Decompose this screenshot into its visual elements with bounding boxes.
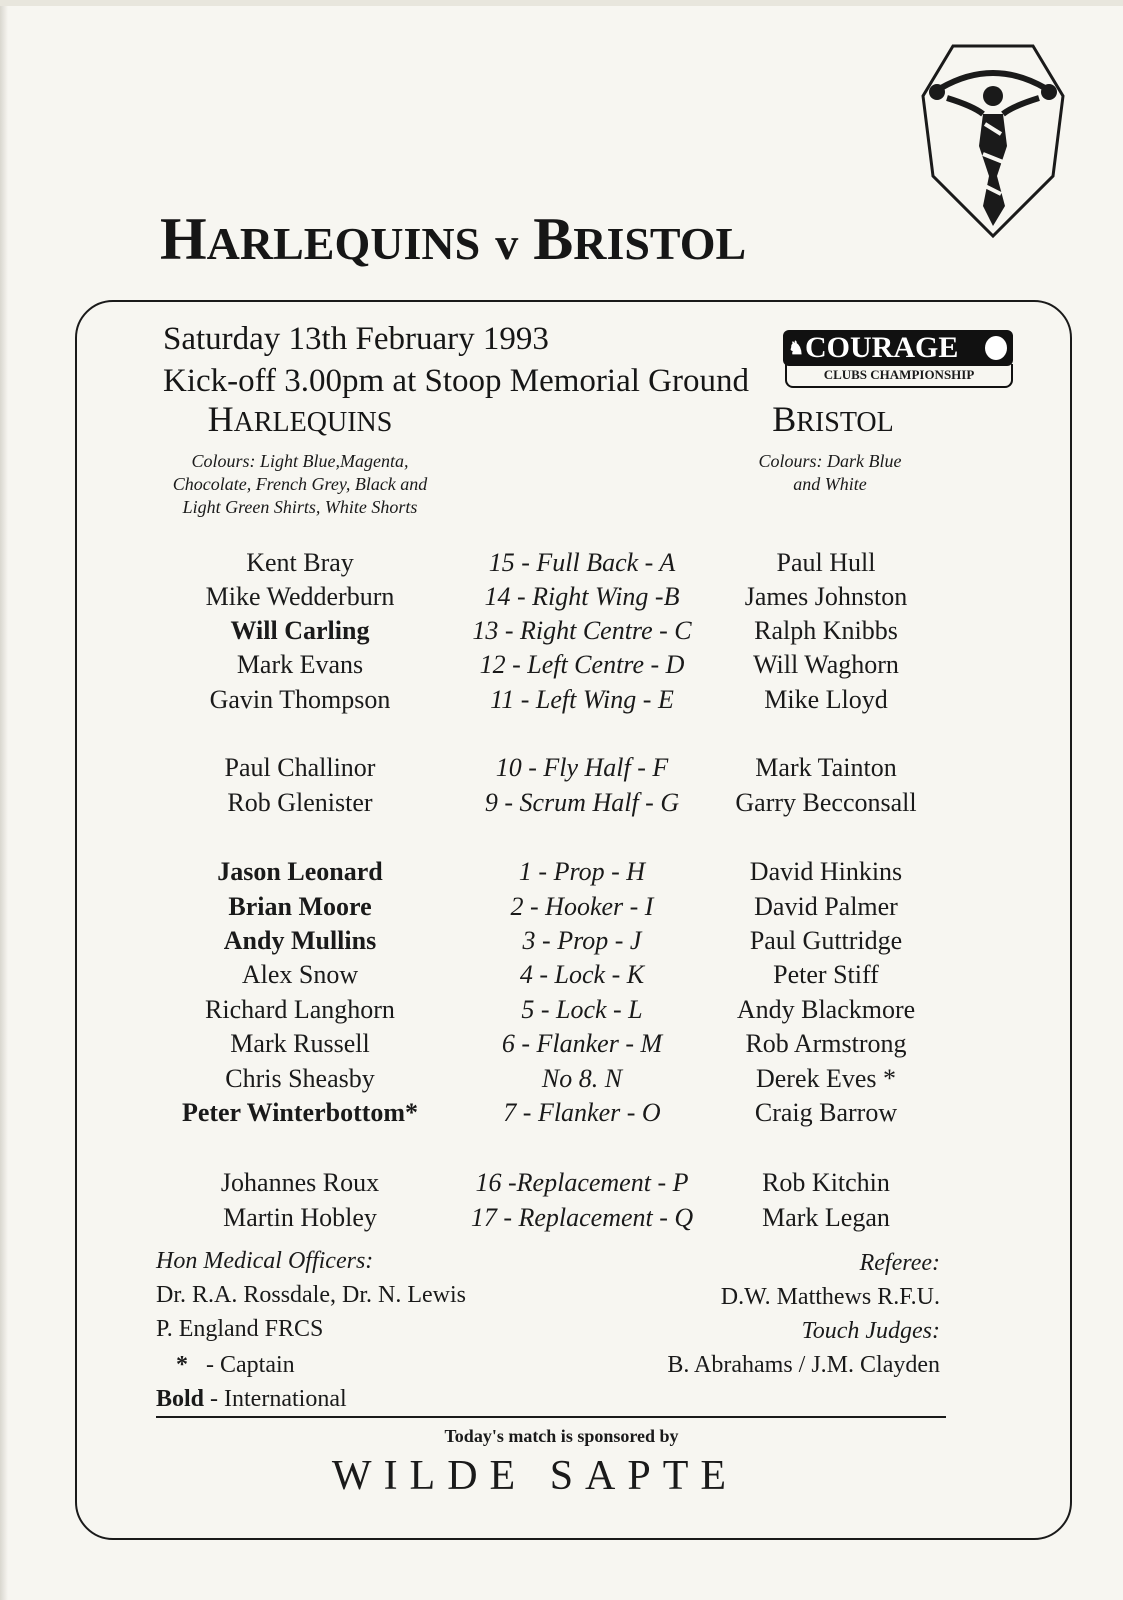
position: 7 - Flanker - O <box>503 1098 661 1127</box>
home-player: Mark Evans <box>236 650 364 679</box>
position: 15 - Full Back - A <box>488 548 676 577</box>
away-player: James Johnston <box>744 582 908 611</box>
match-date: Saturday 13th February 1993 <box>163 321 549 357</box>
away-player: Craig Barrow <box>754 1098 898 1127</box>
away-player: David Hinkins <box>749 857 903 886</box>
home-player: Gavin Thompson <box>209 685 391 714</box>
home-player: Jason Leonard <box>217 857 383 886</box>
footer-divider <box>156 1416 946 1418</box>
away-player: Rob Armstrong <box>745 1029 907 1058</box>
lineup-row <box>0 1062 1123 1096</box>
home-player: Paul Challinor <box>224 753 376 782</box>
sponsor-name: WILDE SAPTE <box>331 1453 739 1499</box>
cockerel-icon: ♞ <box>788 338 805 358</box>
lineup-row <box>0 890 1123 924</box>
away-player: Peter Stiff <box>773 960 879 989</box>
courage-championship-badge: ♞ COURAGE CLUBS CHAMPIONSHIP <box>783 330 1013 388</box>
match-officials <box>667 1246 940 1382</box>
lineup-row <box>0 683 1123 717</box>
page-title: HARLEQUINS v BRISTOL <box>160 206 747 272</box>
away-player: Ralph Knibbs <box>754 616 898 645</box>
position: 10 - Fly Half - F <box>495 753 669 782</box>
away-player: Paul Guttridge <box>749 926 903 955</box>
medical-officers <box>156 1244 466 1346</box>
home-player: Richard Langhorn <box>205 995 395 1024</box>
referee-heading: Referee: <box>859 1250 940 1276</box>
lineup-row <box>0 648 1123 682</box>
position: 4 - Lock - K <box>519 960 645 989</box>
position: 13 - Right Centre - C <box>472 616 692 645</box>
away-player: David Palmer <box>754 892 898 921</box>
away-colours: Colours: Dark Blue and White <box>758 451 902 494</box>
lineup-row <box>0 786 1123 820</box>
away-player: Mark Legan <box>762 1203 890 1232</box>
medical-line-2: P. England FRCS <box>156 1316 324 1342</box>
home-player: Rob Glenister <box>227 788 373 817</box>
lineup-row <box>0 546 1123 580</box>
away-player: Garry Becconsall <box>735 788 917 817</box>
away-player: Andy Blackmore <box>736 995 916 1024</box>
medical-heading: Hon Medical Officers: <box>156 1248 374 1274</box>
away-player: Derek Eves * <box>755 1064 897 1093</box>
page-top-edge <box>0 0 1123 6</box>
home-player: Chris Sheasby <box>225 1064 375 1093</box>
position: 14 - Right Wing -B <box>484 582 680 611</box>
home-player: Andy Mullins <box>223 926 377 955</box>
bold-symbol: Bold <box>156 1386 205 1412</box>
home-team-heading: HARLEQUINS <box>207 399 393 439</box>
home-player: Martin Hobley <box>223 1203 377 1232</box>
match-kickoff: Kick-off 3.00pm at Stoop Memorial Ground <box>163 363 749 399</box>
home-player: Will Carling <box>230 616 370 645</box>
match-info <box>163 318 749 402</box>
medical-line-1: Dr. R.A. Rossdale, Dr. N. Lewis <box>156 1282 466 1308</box>
position: 16 -Replacement - P <box>475 1168 689 1197</box>
away-player: Will Waghorn <box>753 650 899 679</box>
lineup-row <box>0 614 1123 648</box>
home-player: Kent Bray <box>246 548 354 577</box>
home-player: Mark Russell <box>230 1029 370 1058</box>
home-colours: Colours: Light Blue,Magenta, Chocolate, French Grey, Black and Light Green Shirts, White Shorts <box>172 451 428 517</box>
away-player: Mark Tainton <box>755 753 897 782</box>
away-player: Rob Kitchin <box>762 1168 890 1197</box>
key-captain <box>176 1348 295 1382</box>
lineup-row <box>0 580 1123 614</box>
home-player: Brian Moore <box>228 892 372 921</box>
position: 11 - Left Wing - E <box>490 685 674 714</box>
lineup-row <box>0 751 1123 785</box>
lineup-row <box>0 855 1123 889</box>
home-player: Mike Wedderburn <box>205 582 395 611</box>
away-player: Mike Lloyd <box>764 685 888 714</box>
home-player: Alex Snow <box>241 960 359 989</box>
touch-judges-names: B. Abrahams / J.M. Clayden <box>667 1352 940 1378</box>
touch-judges-heading: Touch Judges: <box>801 1318 940 1344</box>
captain-star: * <box>176 1352 188 1378</box>
sponsored-by-label: Today's match is sponsored by <box>444 1426 679 1446</box>
lineup-row <box>0 1096 1123 1130</box>
captain-label: - Captain <box>206 1352 295 1378</box>
position: 5 - Lock - L <box>521 995 643 1024</box>
lineup-row <box>0 993 1123 1027</box>
home-player: Johannes Roux <box>220 1168 380 1197</box>
referee-name: D.W. Matthews R.F.U. <box>720 1284 940 1310</box>
position: 1 - Prop - H <box>518 857 646 886</box>
lineup-row <box>0 1201 1123 1235</box>
position: 3 - Prop - J <box>522 926 642 955</box>
position: 12 - Left Centre - D <box>479 650 685 679</box>
position: 17 - Replacement - Q <box>470 1203 694 1232</box>
position: 9 - Scrum Half - G <box>484 788 680 817</box>
position: 2 - Hooker - I <box>510 892 654 921</box>
lineup-row <box>0 958 1123 992</box>
lineup-row <box>0 1027 1123 1061</box>
international-label: - International <box>210 1386 347 1412</box>
harlequin-crest-icon <box>913 36 1073 246</box>
lineup-row <box>0 1166 1123 1200</box>
badge-shield-icon <box>985 336 1007 360</box>
home-player: Peter Winterbottom* <box>181 1098 419 1127</box>
key-international <box>156 1382 347 1416</box>
position: 6 - Flanker - M <box>501 1029 663 1058</box>
position: No 8. N <box>541 1064 623 1093</box>
lineup-row <box>0 924 1123 958</box>
away-team-heading: BRISTOL <box>772 399 894 439</box>
away-player: Paul Hull <box>776 548 876 577</box>
